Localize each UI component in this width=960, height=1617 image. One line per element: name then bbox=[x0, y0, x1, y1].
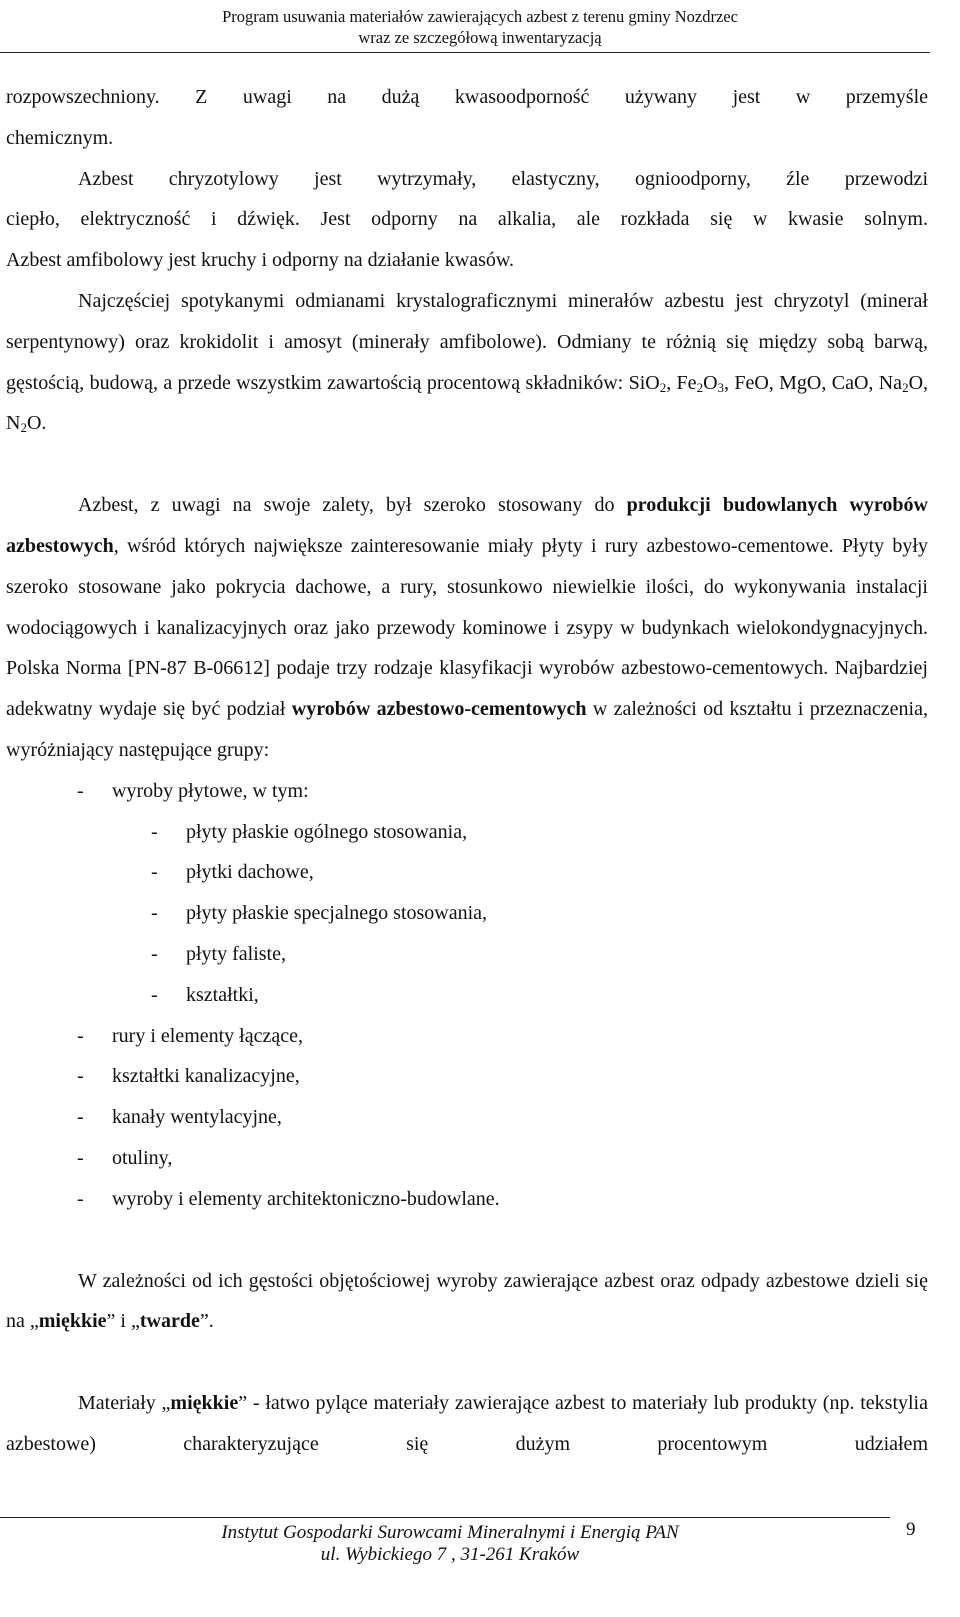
footer-address: ul. Wybickiego 7 , 31-261 Kraków bbox=[320, 1544, 580, 1565]
list-dash: - bbox=[151, 861, 158, 884]
list-dash: - bbox=[77, 1024, 84, 1047]
para6 bbox=[6, 1383, 928, 1465]
list-item bbox=[6, 1056, 928, 1097]
page-number: 9 bbox=[906, 1519, 916, 1540]
sub-list-item bbox=[6, 812, 928, 853]
page-footer bbox=[160, 1522, 740, 1566]
sub-2: 2 bbox=[20, 420, 27, 436]
para4-part1: Azbest, z uwagi na swoje zalety, był szeroko stosowany do bbox=[78, 494, 627, 517]
header-divider bbox=[0, 52, 930, 53]
para5-part1: W zależności od ich gęstości objętościowej wyroby zawierające azbest oraz odpady azbestowe dzieli się na „ bbox=[6, 1269, 928, 1333]
list-item-text: kształtki kanalizacyjne, bbox=[112, 1065, 300, 1088]
list-item bbox=[6, 771, 928, 812]
list-dash: - bbox=[77, 779, 84, 802]
list-item-text: wyroby i elementy architektoniczno-budowlane. bbox=[112, 1187, 500, 1210]
list-dash: - bbox=[151, 820, 158, 843]
sub-2: 2 bbox=[659, 379, 667, 395]
list-dash: - bbox=[151, 983, 158, 1006]
sub-list-item-text: płyty faliste, bbox=[186, 942, 286, 965]
para3-sep3: , FeO, MgO, CaO, Na bbox=[724, 371, 903, 394]
para6-part2: ” - łatwo pylące materiały zawierające azbest to materiały lub produkty (np. tekstylia azbestowe) charakteryzujące się dużym procentowym udziałem bbox=[6, 1392, 928, 1455]
para5-bold2: twarde bbox=[139, 1310, 200, 1333]
para3 bbox=[6, 281, 928, 444]
para1-line1: rozpowszechniony. Z uwagi na dużą kwasoodporność używany jest w przemyśle bbox=[6, 86, 928, 108]
document-body bbox=[6, 77, 928, 1465]
para5-bold1: miękkie bbox=[38, 1310, 107, 1333]
list-item-text: otuliny, bbox=[112, 1146, 173, 1169]
page-header bbox=[0, 6, 960, 48]
list-item bbox=[6, 1016, 928, 1057]
header-line-1: Program usuwania materiałów zawierających azbest z terenu gminy Nozdrzec bbox=[222, 7, 738, 26]
footer-divider bbox=[0, 1517, 890, 1518]
para5 bbox=[6, 1261, 928, 1343]
para3-sep5: O. bbox=[26, 412, 47, 435]
para2-line2: ciepło, elektryczność i dźwięk. Jest odporny na alkalia, ale rozkłada się w kwasie solnym. bbox=[6, 208, 928, 231]
para4-part3: w zależności od kształtu i przeznaczenia, wyróżniający następujące grupy: bbox=[6, 698, 928, 761]
header-line-2: wraz ze szczegółową inwentaryzacją bbox=[358, 28, 602, 47]
spacer bbox=[6, 444, 928, 485]
sub-list-item bbox=[6, 975, 928, 1016]
list-dash: - bbox=[77, 1146, 84, 1169]
list-dash: - bbox=[151, 942, 158, 965]
list-item bbox=[6, 1138, 928, 1179]
sub-list-item-text: kształtki, bbox=[186, 983, 259, 1006]
footer-institution: Instytut Gospodarki Surowcami Mineralnymi i Energią PAN bbox=[221, 1522, 679, 1543]
para3-sep2: O bbox=[703, 371, 718, 394]
para1-line2: chemicznym. bbox=[6, 126, 114, 149]
list-dash: - bbox=[77, 1187, 84, 1210]
para6-bold1: miękkie bbox=[170, 1392, 239, 1415]
sub-list-item-text: płyty płaskie ogólnego stosowania, bbox=[186, 820, 468, 843]
para5-part2: ” i „ bbox=[106, 1310, 140, 1333]
sub-list-item-text: płyty płaskie specjalnego stosowania, bbox=[186, 902, 488, 925]
para6-part1: Materiały „ bbox=[78, 1392, 171, 1415]
para4-bold2: wyrobów azbestowo-cementowych bbox=[291, 698, 587, 721]
spacer bbox=[6, 1342, 928, 1383]
para4-part2: , wśród których największe zainteresowanie miały płyty i rury azbestowo-cementowe. Płyty były szeroko stosowane jako pokrycia dachowe, a rury, stosunkowo niewielkie ilości, do wykonywania instalacji wodociągowych i kanalizacyjnych oraz jako przewody kominowe i zsypy w budynkach wielokondygnacyjnych. Polska Norma [PN-87 B-06612] podaje trzy rodzaje klasyfikacji wyrobów azbestowo-cementowych. Najbardziej adekwatny wydaje się być podział bbox=[6, 534, 928, 721]
sub-2: 2 bbox=[696, 379, 704, 395]
para4 bbox=[6, 485, 928, 771]
sub-list-item bbox=[6, 852, 928, 893]
list-item-text: wyroby płytowe, w tym: bbox=[112, 779, 309, 802]
para2-line3: Azbest amfibolowy jest kruchy i odporny na działanie kwasów. bbox=[6, 249, 515, 272]
para5-part3: ”. bbox=[199, 1310, 214, 1333]
product-list bbox=[6, 771, 928, 1220]
list-item bbox=[6, 1097, 928, 1138]
sub-list-item bbox=[6, 934, 928, 975]
sub-list-item-text: płytki dachowe, bbox=[186, 861, 314, 884]
spacer bbox=[6, 1220, 928, 1261]
para4-bold1: produkcji budowlanych wyrobów azbestowych bbox=[6, 494, 928, 557]
list-dash: - bbox=[77, 1106, 84, 1129]
list-item bbox=[6, 1179, 928, 1220]
para3-sep4: O, N bbox=[6, 371, 929, 435]
para3-sep1: , Fe bbox=[666, 371, 697, 394]
sub-list-item bbox=[6, 893, 928, 934]
sub-3: 3 bbox=[717, 379, 725, 395]
list-item-text: kanały wentylacyjne, bbox=[112, 1106, 282, 1129]
list-dash: - bbox=[151, 902, 158, 925]
para3-text: Najczęściej spotykanymi odmianami krystalograficznymi minerałów azbestu jest chryzotyl (minerał serpentynowy) oraz krokidolit i amosyt (minerały amfibolowe). Odmiany te różnią się między sobą barwą, gęstością, budową, a przede wszystkim zawartością procentową składników: SiO bbox=[6, 289, 928, 394]
list-item-text: rury i elementy łączące, bbox=[112, 1024, 303, 1047]
list-dash: - bbox=[77, 1065, 84, 1088]
sub-2: 2 bbox=[902, 379, 909, 395]
para2-line1: Azbest chryzotylowy jest wytrzymały, elastyczny, ognioodporny, źle przewodzi bbox=[78, 167, 928, 190]
